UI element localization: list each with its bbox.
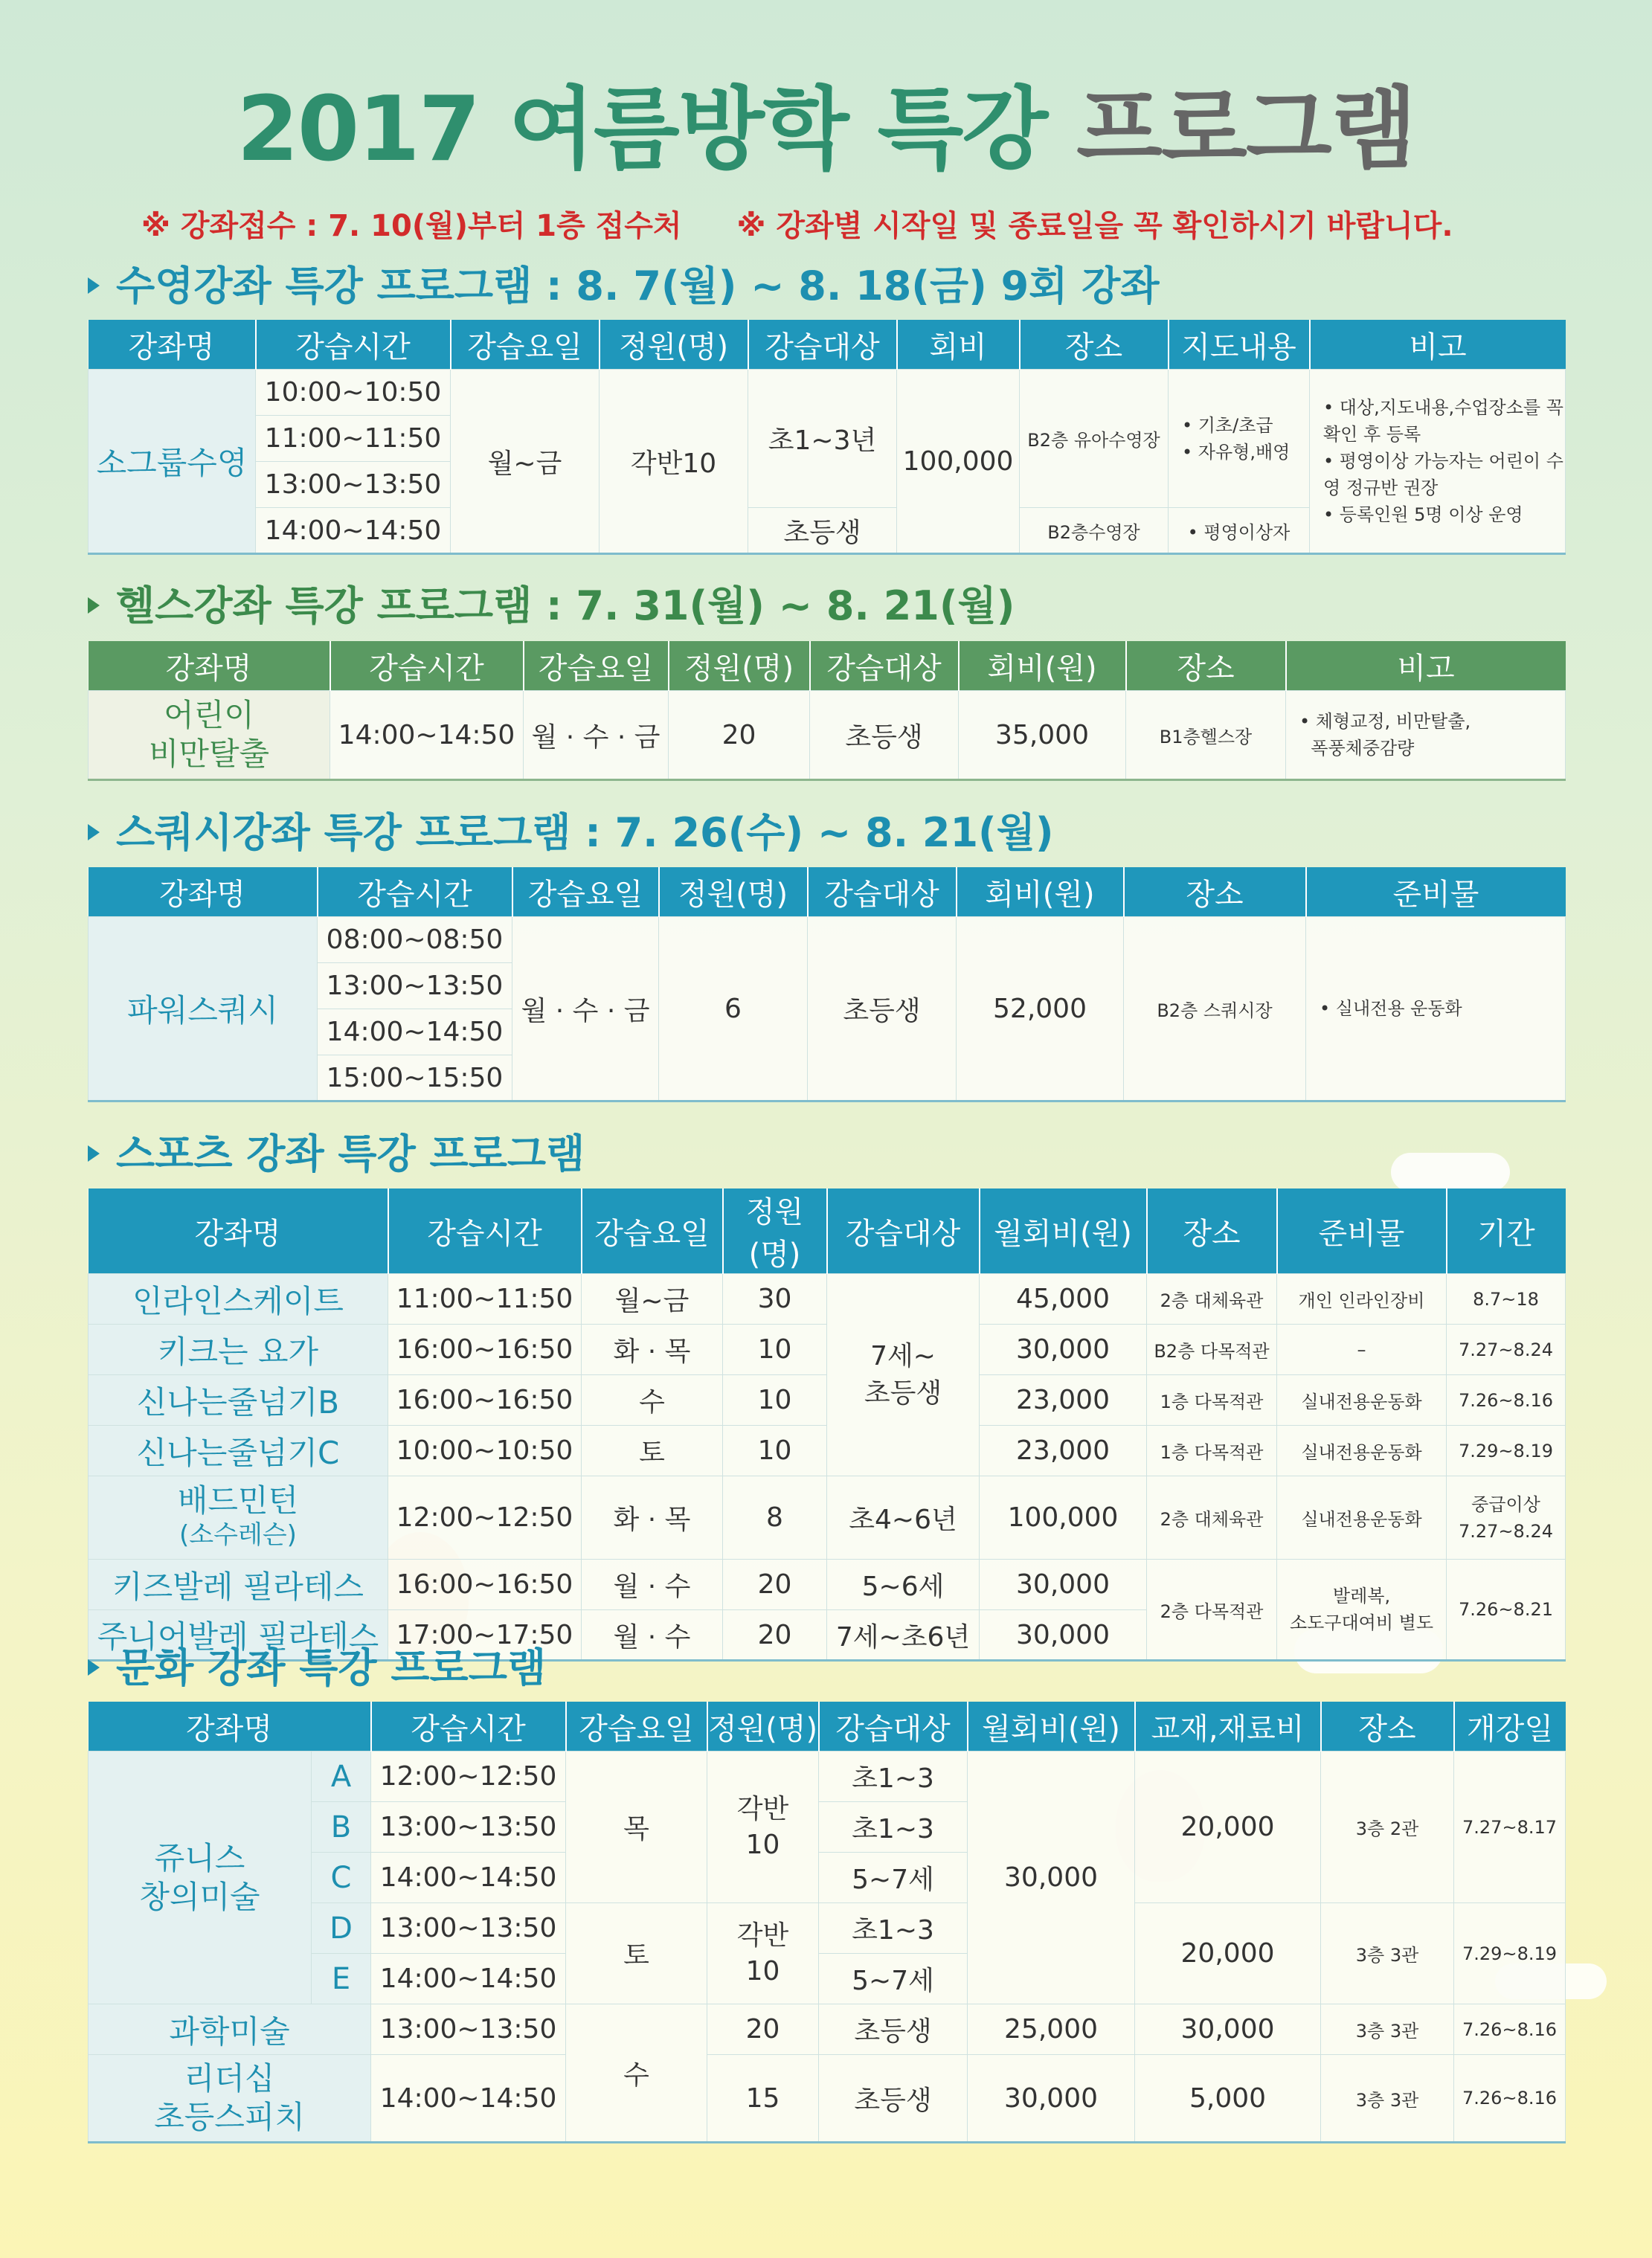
days-cell: 월~금 bbox=[582, 1274, 723, 1325]
table-header: 강습시간 bbox=[256, 320, 451, 370]
fee-cell: 25,000 bbox=[968, 2004, 1135, 2055]
fee-cell: 35,000 bbox=[959, 691, 1126, 780]
place-cell: B2층 유아수영장 bbox=[1020, 370, 1169, 508]
target-cell: 초1~3년 bbox=[748, 370, 897, 508]
table-header: 강좌명 bbox=[89, 320, 256, 370]
table-header: 강좌명 bbox=[89, 867, 318, 917]
supplies-cell: 발레복, 소도구대여비 별도 bbox=[1277, 1560, 1447, 1661]
capacity-cell: 15 bbox=[707, 2055, 819, 2143]
time-cell: 13:00~13:50 bbox=[256, 462, 451, 508]
time-cell: 16:00~16:50 bbox=[388, 1560, 582, 1610]
table-header: 장소 bbox=[1321, 1702, 1454, 1752]
target-cell: 5~7세 bbox=[819, 1853, 968, 1903]
notice-registration: ※ 강좌접수 : 7. 10(월)부터 1층 접수처 bbox=[141, 209, 682, 243]
target-cell: 초1~3 bbox=[819, 1752, 968, 1802]
table-header: 강습요일 bbox=[451, 320, 600, 370]
place-cell: 3층 2관 bbox=[1321, 1752, 1454, 1903]
time-cell: 13:00~13:50 bbox=[318, 963, 512, 1009]
table-header: 월회비(원) bbox=[980, 1188, 1147, 1274]
table-header: 강습대상 bbox=[827, 1188, 980, 1274]
page-title bbox=[0, 74, 1652, 186]
table-header: 정원(명) bbox=[600, 320, 748, 370]
time-cell: 11:00~11:50 bbox=[388, 1274, 582, 1325]
target-cell: 7세~초6년 bbox=[827, 1610, 980, 1661]
course-name: 키크는 요가 bbox=[89, 1325, 388, 1375]
capacity-cell: 6 bbox=[659, 917, 808, 1101]
place-cell: 2층 다목적관 bbox=[1147, 1560, 1277, 1661]
time-cell: 14:00~14:50 bbox=[371, 1954, 566, 2004]
notice-bar bbox=[141, 202, 1555, 245]
capacity-cell: 10 bbox=[723, 1325, 827, 1375]
days-cell: 월 · 수 · 금 bbox=[524, 691, 669, 780]
table-row bbox=[89, 2004, 1566, 2055]
place-cell: B2층수영장 bbox=[1020, 508, 1169, 554]
time-cell: 16:00~16:50 bbox=[388, 1325, 582, 1375]
table-row bbox=[89, 917, 1566, 963]
fee-cell: 30,000 bbox=[980, 1325, 1147, 1375]
class-letter: B bbox=[312, 1802, 371, 1853]
sports-section-title bbox=[88, 1128, 585, 1180]
fee-cell: 30,000 bbox=[968, 2055, 1135, 2143]
fee-cell: 23,000 bbox=[980, 1426, 1147, 1476]
course-name: 어린이 비만탈출 bbox=[89, 691, 330, 780]
target-cell: 초등생 bbox=[819, 2055, 968, 2143]
table-header: 준비물 bbox=[1306, 867, 1566, 917]
table-header: 정원(명) bbox=[659, 867, 808, 917]
period-cell: 중급이상 7.27~8.24 bbox=[1447, 1476, 1566, 1560]
table-header: 강습시간 bbox=[330, 641, 524, 691]
capacity-cell: 각반 10 bbox=[707, 1752, 819, 1903]
table-header: 장소 bbox=[1124, 867, 1306, 917]
place-cell: 2층 대체육관 bbox=[1147, 1476, 1277, 1560]
health-header-row bbox=[89, 641, 1566, 691]
time-cell: 13:00~13:50 bbox=[371, 1903, 566, 1954]
table-header: 장소 bbox=[1126, 641, 1286, 691]
table-header: 월회비(원) bbox=[968, 1702, 1135, 1752]
period-cell: 7.29~8.19 bbox=[1447, 1426, 1566, 1476]
table-header: 회비(원) bbox=[959, 641, 1126, 691]
target-cell: 5~6세 bbox=[827, 1560, 980, 1610]
triangle-bullet-icon bbox=[88, 824, 100, 840]
table-header: 강습시간 bbox=[318, 867, 512, 917]
supplies-cell: 실내전용운동화 bbox=[1277, 1426, 1447, 1476]
table-header: 정원(명) bbox=[669, 641, 810, 691]
time-cell: 11:00~11:50 bbox=[256, 416, 451, 462]
target-cell: 초1~3 bbox=[819, 1802, 968, 1853]
supplies-cell: • 실내전용 운동화 bbox=[1306, 917, 1566, 1101]
culture-header-row bbox=[89, 1702, 1566, 1752]
table-header: 강좌명 bbox=[89, 1188, 388, 1274]
table-header: 강습시간 bbox=[371, 1702, 566, 1752]
class-letter: A bbox=[312, 1752, 371, 1802]
table-header: 강습요일 bbox=[512, 867, 659, 917]
table-row bbox=[89, 1274, 1566, 1325]
table-header: 지도내용 bbox=[1169, 320, 1310, 370]
course-name: 신나는줄넘기C bbox=[89, 1426, 388, 1476]
health-table bbox=[88, 641, 1566, 781]
triangle-bullet-icon bbox=[88, 597, 100, 614]
place-cell: B1층헬스장 bbox=[1126, 691, 1286, 780]
target-cell: 초등생 bbox=[810, 691, 959, 780]
days-cell: 목 bbox=[566, 1752, 707, 1903]
fee-cell: 52,000 bbox=[957, 917, 1124, 1101]
capacity-cell: 10 bbox=[723, 1375, 827, 1426]
time-cell: 14:00~14:50 bbox=[330, 691, 524, 780]
note-cell: • 체형교정, 비만탈출, 폭풍체중감량 bbox=[1286, 691, 1566, 780]
time-cell: 17:00~17:50 bbox=[388, 1610, 582, 1661]
table-header: 기간 bbox=[1447, 1188, 1566, 1274]
table-row bbox=[89, 1752, 1566, 1802]
table-header: 강습시간 bbox=[388, 1188, 582, 1274]
capacity-cell: 20 bbox=[723, 1610, 827, 1661]
course-name: 키즈발레 필라테스 bbox=[89, 1560, 388, 1610]
capacity-cell: 10 bbox=[723, 1426, 827, 1476]
table-header: 강습요일 bbox=[524, 641, 669, 691]
fee-cell: 100,000 bbox=[897, 370, 1020, 554]
fee-cell: 30,000 bbox=[980, 1610, 1147, 1661]
course-name-main: 배드민턴 bbox=[177, 1482, 299, 1519]
target-cell: 초등생 bbox=[808, 917, 957, 1101]
time-cell: 15:00~15:50 bbox=[318, 1055, 512, 1101]
course-name: 신나는줄넘기B bbox=[89, 1375, 388, 1426]
days-cell: 월 · 수 · 금 bbox=[512, 917, 659, 1101]
table-header: 교재,재료비 bbox=[1135, 1702, 1321, 1752]
capacity-cell: 8 bbox=[723, 1476, 827, 1560]
target-cell: 초1~3 bbox=[819, 1903, 968, 1954]
content-cell: • 기초/초급 • 자유형,배영 bbox=[1169, 370, 1310, 508]
triangle-bullet-icon bbox=[88, 1145, 100, 1162]
fee-cell: 30,000 bbox=[980, 1560, 1147, 1610]
capacity-cell: 20 bbox=[669, 691, 810, 780]
open-date-cell: 7.26~8.16 bbox=[1454, 2055, 1566, 2143]
course-name-sub: (소수레슨) bbox=[179, 1519, 297, 1550]
days-cell: 토 bbox=[566, 1903, 707, 2004]
time-cell: 12:00~12:50 bbox=[371, 1752, 566, 1802]
squash-heading-text: 스쿼시강좌 특강 프로그램 : 7. 26(수) ~ 8. 21(월) bbox=[116, 809, 1054, 856]
table-header: 회비(원) bbox=[957, 867, 1124, 917]
table-header: 강습대상 bbox=[748, 320, 897, 370]
health-section-title bbox=[88, 580, 1015, 632]
place-cell: 1층 다목적관 bbox=[1147, 1375, 1277, 1426]
fee-cell: 100,000 bbox=[980, 1476, 1147, 1560]
target-cell: 초등생 bbox=[748, 508, 897, 554]
table-header: 강좌명 bbox=[89, 1702, 371, 1752]
supplies-cell: 실내전용운동화 bbox=[1277, 1476, 1447, 1560]
time-cell: 10:00~10:50 bbox=[388, 1426, 582, 1476]
culture-table bbox=[88, 1702, 1566, 2143]
days-cell: 수 bbox=[566, 2004, 707, 2143]
place-cell: B2층 다목적관 bbox=[1147, 1325, 1277, 1375]
table-header: 비고 bbox=[1286, 641, 1566, 691]
time-cell: 13:00~13:50 bbox=[371, 1802, 566, 1853]
period-cell: 8.7~18 bbox=[1447, 1274, 1566, 1325]
supplies-cell: 개인 인라인장비 bbox=[1277, 1274, 1447, 1325]
swim-header-row bbox=[89, 320, 1566, 370]
course-name: 주니어발레 필라테스 bbox=[89, 1610, 388, 1661]
fee-cell: 23,000 bbox=[980, 1375, 1147, 1426]
target-cell: 7세~ 초등생 bbox=[827, 1274, 980, 1476]
triangle-bullet-icon bbox=[88, 277, 100, 294]
culture-section-title bbox=[88, 1642, 546, 1694]
place-cell: 3층 3관 bbox=[1321, 1903, 1454, 2004]
course-name: 과학미술 bbox=[89, 2004, 371, 2055]
table-row bbox=[89, 370, 1566, 416]
squash-section-title bbox=[88, 807, 1054, 859]
supplies-cell: – bbox=[1277, 1325, 1447, 1375]
table-header: 장소 bbox=[1020, 320, 1169, 370]
material-cell: 20,000 bbox=[1135, 1903, 1321, 2004]
fee-cell: 45,000 bbox=[980, 1274, 1147, 1325]
time-cell: 10:00~10:50 bbox=[256, 370, 451, 416]
table-header: 장소 bbox=[1147, 1188, 1277, 1274]
sports-heading-text: 스포츠 강좌 특강 프로그램 bbox=[116, 1130, 585, 1177]
squash-header-row bbox=[89, 867, 1566, 917]
capacity-cell: 20 bbox=[707, 2004, 819, 2055]
class-letter: E bbox=[312, 1954, 371, 2004]
course-name: 소그룹수영 bbox=[89, 370, 256, 554]
capacity-cell: 20 bbox=[723, 1560, 827, 1610]
table-header: 강습대상 bbox=[808, 867, 957, 917]
days-cell: 월 · 수 bbox=[582, 1610, 723, 1661]
table-header: 정원(명) bbox=[707, 1702, 819, 1752]
target-cell: 초등생 bbox=[819, 2004, 968, 2055]
period-cell: 7.27~8.24 bbox=[1447, 1325, 1566, 1375]
class-letter: C bbox=[312, 1853, 371, 1903]
time-cell: 14:00~14:50 bbox=[318, 1009, 512, 1055]
cloud-decoration bbox=[1391, 1153, 1510, 1191]
sports-header-row bbox=[89, 1188, 1566, 1274]
days-cell: 수 bbox=[582, 1375, 723, 1426]
health-heading-text: 헬스강좌 특강 프로그램 : 7. 31(월) ~ 8. 21(월) bbox=[116, 582, 1015, 629]
target-cell: 5~7세 bbox=[819, 1954, 968, 2004]
table-header: 강습요일 bbox=[566, 1702, 707, 1752]
place-cell: B2층 스쿼시장 bbox=[1124, 917, 1306, 1101]
triangle-bullet-icon bbox=[88, 1659, 100, 1676]
title-main: 2017 여름방학 특강 bbox=[237, 78, 1047, 181]
content-cell: • 평영이상자 bbox=[1169, 508, 1310, 554]
material-cell: 30,000 bbox=[1135, 2004, 1321, 2055]
period-cell: 7.26~8.16 bbox=[1447, 1375, 1566, 1426]
table-header: 정원(명) bbox=[723, 1188, 827, 1274]
table-header: 강습요일 bbox=[582, 1188, 723, 1274]
table-row bbox=[89, 1476, 1566, 1560]
table-row bbox=[89, 2055, 1566, 2143]
capacity-cell: 30 bbox=[723, 1274, 827, 1325]
notice-confirm: ※ 강좌별 시작일 및 종료일을 꼭 확인하시기 바랍니다. bbox=[736, 209, 1453, 243]
days-cell: 월~금 bbox=[451, 370, 600, 554]
time-cell: 08:00~08:50 bbox=[318, 917, 512, 963]
table-header: 강습대상 bbox=[819, 1702, 968, 1752]
table-row bbox=[89, 691, 1566, 780]
days-cell: 월 · 수 bbox=[582, 1560, 723, 1610]
open-date-cell: 7.27~8.17 bbox=[1454, 1752, 1566, 1903]
supplies-cell: 실내전용운동화 bbox=[1277, 1375, 1447, 1426]
time-cell: 13:00~13:50 bbox=[371, 2004, 566, 2055]
time-cell: 14:00~14:50 bbox=[371, 2055, 566, 2143]
swim-table bbox=[88, 320, 1566, 555]
period-cell: 7.26~8.21 bbox=[1447, 1560, 1566, 1661]
table-header: 준비물 bbox=[1277, 1188, 1447, 1274]
place-cell: 3층 3관 bbox=[1321, 2055, 1454, 2143]
material-cell: 20,000 bbox=[1135, 1752, 1321, 1903]
note-cell: • 대상,지도내용,수업장소를 꼭 확인 후 등록 • 평영이상 가능자는 어린이 수영 정규반 권장 • 등록인원 5명 이상 운영 bbox=[1310, 370, 1566, 554]
table-header: 강좌명 bbox=[89, 641, 330, 691]
class-letter: D bbox=[312, 1903, 371, 1954]
time-cell: 14:00~14:50 bbox=[256, 508, 451, 554]
days-cell: 화 · 목 bbox=[582, 1476, 723, 1560]
table-header: 비고 bbox=[1310, 320, 1566, 370]
table-header: 강습대상 bbox=[810, 641, 959, 691]
course-name: 쥬니스 창의미술 bbox=[89, 1752, 312, 2004]
material-cell: 5,000 bbox=[1135, 2055, 1321, 2143]
course-name: 파워스쿼시 bbox=[89, 917, 318, 1101]
place-cell: 2층 대체육관 bbox=[1147, 1274, 1277, 1325]
culture-heading-text: 문화 강좌 특강 프로그램 bbox=[116, 1644, 547, 1691]
sports-table bbox=[88, 1188, 1566, 1662]
swim-heading-text: 수영강좌 특강 프로그램 : 8. 7(월) ~ 8. 18(금) 9회 강좌 bbox=[116, 263, 1160, 309]
open-date-cell: 7.29~8.19 bbox=[1454, 1903, 1566, 2004]
days-cell: 토 bbox=[582, 1426, 723, 1476]
open-date-cell: 7.26~8.16 bbox=[1454, 2004, 1566, 2055]
squash-table bbox=[88, 867, 1566, 1102]
capacity-cell: 각반 10 bbox=[707, 1903, 819, 2004]
capacity-cell: 각반10 bbox=[600, 370, 748, 554]
time-cell: 16:00~16:50 bbox=[388, 1375, 582, 1426]
place-cell: 1층 다목적관 bbox=[1147, 1426, 1277, 1476]
place-cell: 3층 3관 bbox=[1321, 2004, 1454, 2055]
days-cell: 화 · 목 bbox=[582, 1325, 723, 1375]
table-header: 회비 bbox=[897, 320, 1020, 370]
title-sub: 프로그램 bbox=[1076, 78, 1415, 181]
time-cell: 12:00~12:50 bbox=[388, 1476, 582, 1560]
table-row bbox=[89, 1560, 1566, 1610]
table-header: 개강일 bbox=[1454, 1702, 1566, 1752]
course-name bbox=[89, 1476, 388, 1560]
swim-section-title bbox=[88, 260, 1159, 312]
fee-cell: 30,000 bbox=[968, 1752, 1135, 2004]
course-name: 인라인스케이트 bbox=[89, 1274, 388, 1325]
time-cell: 14:00~14:50 bbox=[371, 1853, 566, 1903]
course-name: 리더십 초등스피치 bbox=[89, 2055, 371, 2143]
target-cell: 초4~6년 bbox=[827, 1476, 980, 1560]
